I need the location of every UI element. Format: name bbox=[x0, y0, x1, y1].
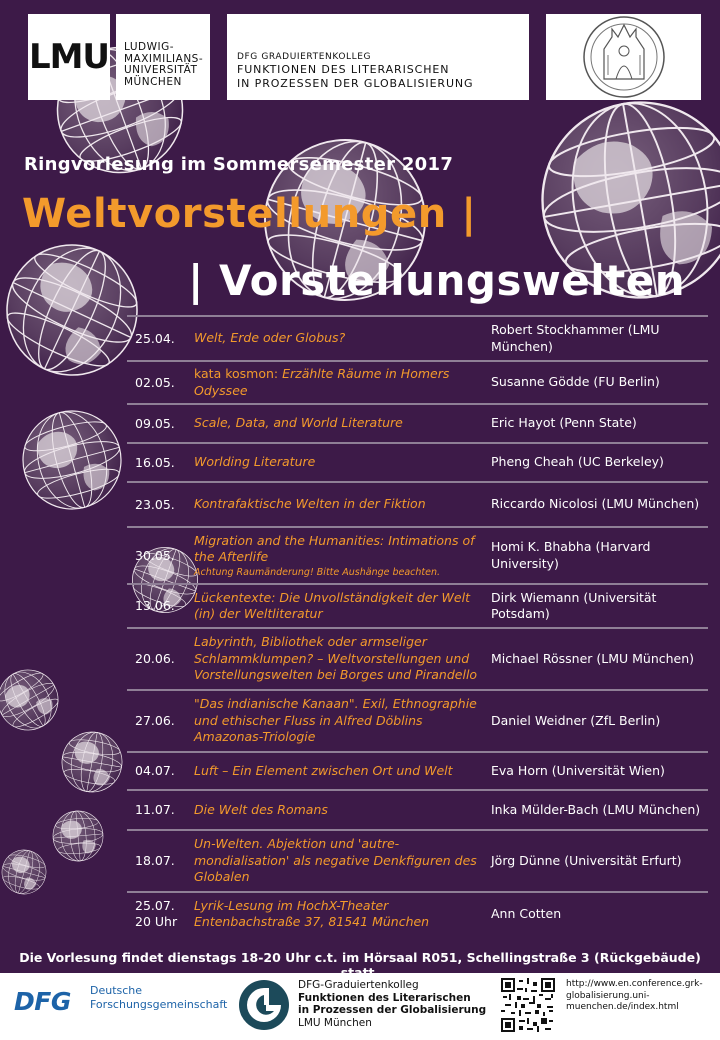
row-title: Lyrik-Lesung im HochX-Theater Entenbachstraße 37, 81541 München bbox=[194, 897, 430, 929]
row-title: Die Welt des Romans bbox=[194, 801, 328, 817]
grk-title-line1: FUNKTIONEN DES LITERARISCHEN bbox=[237, 63, 450, 76]
schedule-table bbox=[127, 315, 708, 935]
row-date: 18.07. bbox=[135, 853, 175, 868]
schedule-row bbox=[127, 831, 708, 893]
row-date: 13.06. bbox=[135, 598, 175, 613]
schedule-row bbox=[127, 483, 708, 528]
university-seal bbox=[546, 14, 701, 100]
room-change-note: Achtung Raumänderung! Bitte Aushänge beachten. bbox=[194, 566, 441, 578]
row-title: kata kosmon: Erzählte Räume in Homers Odyssee bbox=[194, 366, 450, 398]
row-speaker: Homi K. Bhabha (Harvard University) bbox=[491, 539, 651, 571]
lmu-logo bbox=[28, 14, 110, 100]
row-date: 27.06. bbox=[135, 713, 175, 728]
row-speaker: Eric Hayot (Penn State) bbox=[491, 415, 637, 431]
row-speaker: Jörg Dünne (Universität Erfurt) bbox=[491, 852, 682, 868]
conference-url[interactable]: http://www.en.conference.grk- globalisierung.uni- muenchen.de/index.html bbox=[566, 979, 703, 1012]
schedule-row bbox=[127, 753, 708, 791]
grk-logo-icon bbox=[238, 979, 290, 1031]
dfg-name: Deutsche Forschungsgemeinschaft bbox=[90, 984, 228, 1011]
schedule-row bbox=[127, 362, 708, 405]
lecture-series-subtitle: Ringvorlesung im Sommersemester 2017 bbox=[24, 154, 454, 175]
grk-footer-line1: DFG-Graduiertenkolleg bbox=[298, 979, 419, 991]
row-title: Scale, Data, and World Literature bbox=[194, 415, 403, 431]
schedule-row bbox=[127, 405, 708, 444]
row-speaker: Eva Horn (Universität Wien) bbox=[491, 762, 665, 778]
lmu-university-name: LUDWIG- MAXIMILIANS- UNIVERSITÄT MÜNCHEN bbox=[124, 41, 204, 88]
graduiertenkolleg-header bbox=[227, 14, 529, 100]
row-title: Lückentexte: Die Unvollständigkeit der Welt (in) der Weltliteratur bbox=[194, 589, 470, 621]
grk-footer-line3: in Prozessen der Globalisierung bbox=[298, 1004, 487, 1016]
grk-footer-line2: Funktionen des Literarischen bbox=[298, 991, 471, 1004]
row-date: 04.07. bbox=[135, 763, 175, 778]
row-title: Labyrinth, Bibliothek oder armseliger Schlammklumpen? – Weltvorstellungen und Vorstellungswelten bei Borges und Pirandello bbox=[194, 634, 478, 683]
schedule-row bbox=[127, 444, 708, 483]
schedule-row bbox=[127, 317, 708, 362]
row-date: 30.05. bbox=[135, 547, 175, 563]
row-speaker: Inka Mülder-Bach (LMU München) bbox=[491, 801, 701, 817]
schedule-row bbox=[127, 585, 708, 629]
row-date: 25.04. bbox=[135, 330, 175, 346]
row-date: 02.05. bbox=[135, 374, 175, 390]
title-line-2: | Vorstellungswelten bbox=[188, 256, 686, 305]
row-date: 16.05. bbox=[135, 454, 175, 470]
grk-footer-line4: LMU München bbox=[298, 1016, 372, 1029]
lmu-mark: LMU bbox=[28, 37, 110, 77]
row-title: Migration and the Humanities: Intimations of the Afterlife Achtung Raumänderung! Bitte Aushänge beachten. bbox=[194, 533, 490, 579]
row-speaker: Michael Rössner (LMU München) bbox=[491, 650, 695, 666]
row-speaker: Riccardo Nicolosi (LMU München) bbox=[491, 496, 700, 512]
row-title: Un-Welten. Abjektion und 'autre-mondialisation' als negative Denkfiguren des Globalen bbox=[194, 836, 477, 885]
schedule-row bbox=[127, 893, 708, 935]
schedule-row bbox=[127, 691, 708, 753]
row-title: Kontrafaktische Welten in der Fiktion bbox=[194, 496, 426, 512]
lmu-name-panel bbox=[116, 14, 210, 100]
row-speaker: Robert Stockhammer (LMU München) bbox=[491, 322, 660, 354]
row-speaker: Ann Cotten bbox=[491, 905, 562, 921]
grk-footer-text bbox=[298, 979, 486, 1029]
grk-title-line2: IN PROZESSEN DER GLOBALISIERUNG bbox=[237, 77, 474, 90]
row-title: "Das indianische Kanaan". Exil, Ethnographie und ethischer Fluss in Alfred Döblins Amazonas-Triologie bbox=[194, 696, 477, 745]
row-speaker: Susanne Gödde (FU Berlin) bbox=[491, 374, 660, 390]
schedule-row bbox=[127, 528, 708, 585]
row-date: 09.05. bbox=[135, 415, 175, 431]
seal-icon bbox=[582, 15, 666, 99]
row-date: 20.06. bbox=[135, 651, 175, 666]
title-line-1: Weltvorstellungen | bbox=[22, 191, 477, 237]
row-title: Welt, Erde oder Globus? bbox=[194, 330, 346, 346]
dfg-logo: DFG bbox=[14, 987, 71, 1016]
row-speaker: Daniel Weidner (ZfL Berlin) bbox=[491, 712, 661, 728]
row-date: 23.05. bbox=[135, 496, 175, 512]
row-date: 11.07. bbox=[135, 802, 175, 817]
row-date: 25.07. 20 Uhr bbox=[135, 898, 178, 929]
row-title: Luft – Ein Element zwischen Ort und Welt bbox=[194, 762, 453, 778]
row-speaker: Pheng Cheah (UC Berkeley) bbox=[491, 454, 664, 470]
schedule-row bbox=[127, 629, 708, 691]
row-speaker: Dirk Wiemann (Universität Potsdam) bbox=[491, 589, 657, 621]
schedule-row bbox=[127, 791, 708, 831]
row-title: Worlding Literature bbox=[194, 454, 316, 470]
sponsor-footer bbox=[0, 973, 720, 1040]
qr-code-icon[interactable] bbox=[501, 978, 555, 1032]
grk-label: DFG GRADUIERTENKOLLEG bbox=[237, 52, 372, 62]
venue-note: Die Vorlesung findet dienstags 18-20 Uhr c.t. im Hörsaal R051, Schellingstraße 3 (Rückgebäude) bbox=[19, 950, 701, 965]
